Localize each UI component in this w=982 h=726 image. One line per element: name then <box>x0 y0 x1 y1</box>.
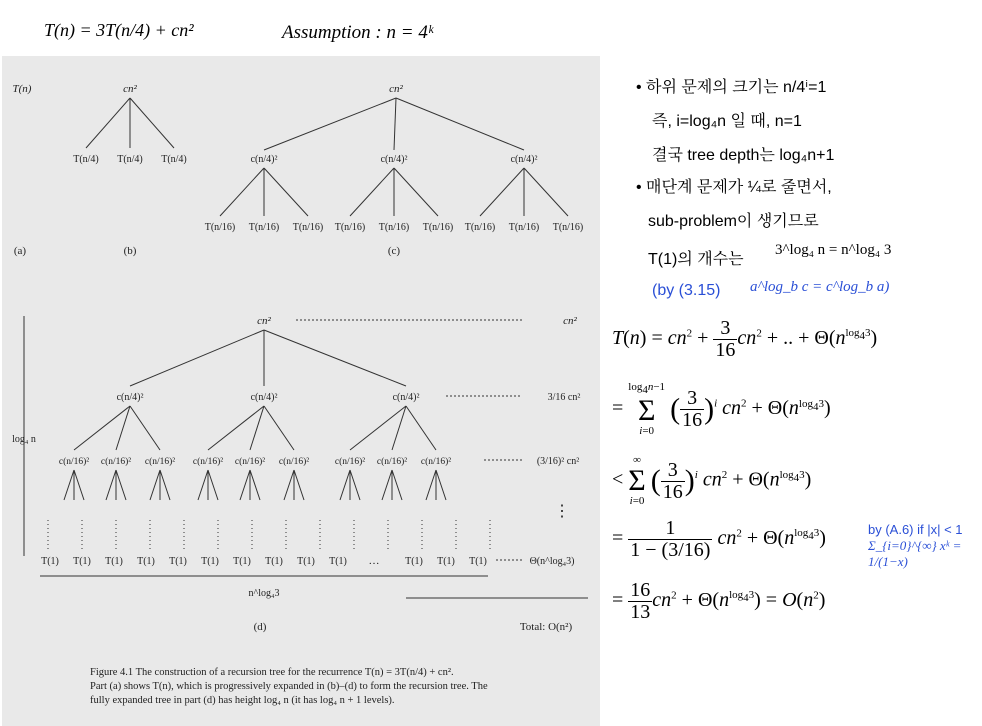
label-d-cn16sq: c(n/16)² <box>100 457 132 467</box>
edge-c-root-2 <box>396 98 524 150</box>
edge-d-1-0 <box>208 406 264 450</box>
label-d-T1-3: T(1) <box>137 556 155 567</box>
label-c-Tn16: T(n/16) <box>204 222 236 233</box>
edge-d-leaf-1-0-0 <box>198 470 208 500</box>
label-d-cn16sq: c(n/16)² <box>58 457 90 467</box>
label-d-T1-right-1: T(1) <box>437 556 455 567</box>
edge-d-2-1 <box>392 406 406 450</box>
sidenote-line-2: Σ_{i=0}^{∞} xᵏ = 1/(1−x) <box>868 538 962 569</box>
label-d-T1-0: T(1) <box>41 556 59 567</box>
label-c-Tn16: T(n/16) <box>422 222 454 233</box>
edge-d-leaf-1-0-2 <box>208 470 218 500</box>
label-d-cn16sq: c(n/16)² <box>144 457 176 467</box>
label-c-Tn16: T(n/16) <box>292 222 324 233</box>
label-d-cn2: cn² <box>257 315 271 327</box>
label-c-Tn16: T(n/16) <box>508 222 540 233</box>
label-d-nlog43: n^log₄3 <box>248 588 280 599</box>
label-part-a: (a) <box>13 245 27 257</box>
label-part-d: (d) <box>253 621 267 633</box>
edge-d-1-1 <box>250 406 264 450</box>
label-d-total: Total: O(n²) <box>519 621 573 633</box>
label-c-Tn16: T(n/16) <box>334 222 366 233</box>
label-c-Tn16: T(n/16) <box>464 222 496 233</box>
caption-line-2: Part (a) shows T(n), which is progressively expanded in (b)–(d) to form the recursion tree. The <box>90 681 488 692</box>
derivation-line-5: = $\frac{16}{13}$ $cn^2 + \Theta(n^{log_43}) = O(n^2)$ <box>612 579 826 623</box>
edge-c-0-0 <box>220 168 264 216</box>
label-d-T1-right-2: T(1) <box>469 556 487 567</box>
label-d-T1-8: T(1) <box>297 556 315 567</box>
edge-d-leaf-2-2-0 <box>426 470 436 500</box>
edge-d-leaf-2-1-2 <box>392 470 402 500</box>
edge-c-root-0 <box>264 98 396 150</box>
recursion-tree-svg <box>2 56 600 726</box>
label-d-ellipsis: … <box>368 555 380 567</box>
header-bar <box>0 0 982 56</box>
label-c-cn4sq: c(n/4)² <box>250 154 278 165</box>
note-b1-line3: 결국 tree depth는 log₄n+1 <box>652 147 835 164</box>
label-c-Tn16: T(n/16) <box>248 222 280 233</box>
label-d-T1-right-0: T(1) <box>405 556 423 567</box>
label-d-cn16sq: c(n/16)² <box>278 457 310 467</box>
edge-d-1-2 <box>264 406 294 450</box>
label-d-T1-9: T(1) <box>329 556 347 567</box>
label-d-T1-4: T(1) <box>169 556 187 567</box>
edge-c-2-2 <box>524 168 568 216</box>
note-b2-line1: • 매단계 문제가 ¼로 줄면서, <box>636 179 832 196</box>
sidenote-line-1: by (A.6) if |x| < 1 <box>868 522 963 537</box>
note-by-formula: a^log_b c = c^log_b a) <box>750 279 890 295</box>
edge-c-2-0 <box>480 168 524 216</box>
label-d-level1-sum: 3/16 cn² <box>547 392 581 403</box>
edge-d-leaf-0-0-0 <box>64 470 74 500</box>
edge-d-leaf-0-2-0 <box>150 470 160 500</box>
edge-d-leaf-1-2-2 <box>294 470 304 500</box>
label-d-T1-2: T(1) <box>105 556 123 567</box>
label-c-cn2: cn² <box>389 83 403 95</box>
edge-c-1-0 <box>350 168 394 216</box>
edge-b-0 <box>86 98 130 148</box>
edge-c-0-2 <box>264 168 308 216</box>
label-d-T1-6: T(1) <box>233 556 251 567</box>
caption-line-1: Figure 4.1 The construction of a recursion tree for the recurrence T(n) = 3T(n/4) + cn². <box>90 667 454 678</box>
label-d-cn16sq: c(n/16)² <box>192 457 224 467</box>
label-d-cn16sq: c(n/16)² <box>334 457 366 467</box>
label-d-T1-7: T(1) <box>265 556 283 567</box>
note-b1-line2: 즉, i=log₄n 일 때, n=1 <box>652 113 802 130</box>
edge-d-leaf-2-2-2 <box>436 470 446 500</box>
label-c-Tn16: T(n/16) <box>378 222 410 233</box>
label-c-cn4sq: c(n/4)² <box>510 154 538 165</box>
edge-b-2 <box>130 98 174 148</box>
edge-d-leaf-1-1-0 <box>240 470 250 500</box>
label-d-T1-5: T(1) <box>201 556 219 567</box>
edge-d-2-2 <box>406 406 436 450</box>
edge-d-leaf-1-2-0 <box>284 470 294 500</box>
edge-d-leaf-1-1-2 <box>250 470 260 500</box>
edge-d-0-2 <box>130 406 160 450</box>
edge-d-leaf-0-1-0 <box>106 470 116 500</box>
note-b1-line1: • 하위 문제의 크기는 n/4ⁱ=1 <box>636 79 827 96</box>
label-d-log4n: log₄ n <box>12 434 36 445</box>
label-c-cn4sq: c(n/4)² <box>380 154 408 165</box>
derivation-line-4: = $\frac{1}{1 - (3/16)}$ $cn^2 + \Theta(n^{log_43})$ <box>612 517 826 561</box>
figure-caption <box>90 666 590 708</box>
label-d-vdots: ⋮ <box>554 503 570 520</box>
label-d-cn4sq: c(n/4)² <box>116 392 144 403</box>
note-b2-formula: 3^log₄ n = n^log₄ 3 <box>775 242 892 258</box>
edge-d-0-0 <box>74 406 130 450</box>
label-d-cn16sq: c(n/16)² <box>376 457 408 467</box>
derivation-line-3: < ∞ Σ i=0 ( $\frac{3}{16}$ )$^i$ $cn^2 + \Theta(n^{log_43})$ <box>612 454 812 507</box>
label-d-cn16sq: c(n/16)² <box>420 457 452 467</box>
label-d-T1-1: T(1) <box>73 556 91 567</box>
label-d-cn4sq: c(n/4)² <box>250 392 278 403</box>
derivation-line-1: $T(n) = cn^2$ + $\frac{3}{16}$ $cn^2$ + .. + $\Theta(n^{log_43})$ <box>612 317 878 361</box>
series-sidenote <box>868 522 982 570</box>
label-part-b: (b) <box>123 245 137 257</box>
edge-d-leaf-2-0-0 <box>340 470 350 500</box>
label-d-level2-sum: (3/16)² cn² <box>536 456 580 467</box>
edge-d-leaf-0-0-2 <box>74 470 84 500</box>
edge-c-root-1 <box>394 98 396 150</box>
label-b-cn2: cn² <box>123 83 137 95</box>
edge-d-leaf-0-2-2 <box>160 470 170 500</box>
label-d-theta: Θ(n^log₄3) <box>529 556 575 567</box>
label-part-c: (c) <box>387 245 401 257</box>
edge-c-1-2 <box>394 168 438 216</box>
edge-d-leaf-0-1-2 <box>116 470 126 500</box>
derivation-line-2: = $\log_4n-1$ Σ i=0 ( $\frac{3}{16}$ )$^i$ $cn^2 + \Theta(n^{log_43})$ <box>612 381 831 438</box>
label-b-Tn4: T(n/4) <box>161 154 187 165</box>
note-b2-line3: T(1)의 개수는 <box>648 251 744 268</box>
edge-d-0-1 <box>116 406 130 450</box>
label-d-cn16sq: c(n/16)² <box>234 457 266 467</box>
label-b-Tn4: T(n/4) <box>73 154 99 165</box>
note-by-ref: (by (3.15) <box>652 282 721 299</box>
label-b-Tn4: T(n/4) <box>117 154 143 165</box>
edge-d-root-2 <box>264 330 406 386</box>
note-b2-line2: sub-problem이 생기므로 <box>648 213 819 230</box>
edge-d-2-0 <box>350 406 406 450</box>
label-d-cn4sq: c(n/4)² <box>392 392 420 403</box>
recursion-tree-figure <box>2 56 600 726</box>
recurrence-title: T(n) = 3T(n/4) + cn² <box>44 20 194 40</box>
edge-d-root-0 <box>130 330 264 386</box>
edge-d-leaf-2-1-0 <box>382 470 392 500</box>
label-d-level0-sum: cn² <box>563 315 577 327</box>
caption-line-3: fully expanded tree in part (d) has height log₄ n (it has log₄ n + 1 levels). <box>90 695 395 706</box>
edge-d-leaf-2-0-2 <box>350 470 360 500</box>
label-c-Tn16: T(n/16) <box>552 222 584 233</box>
label-a-Tn: T(n) <box>12 83 32 95</box>
assumption-title: Assumption : n = 4ᵏ <box>282 22 434 43</box>
